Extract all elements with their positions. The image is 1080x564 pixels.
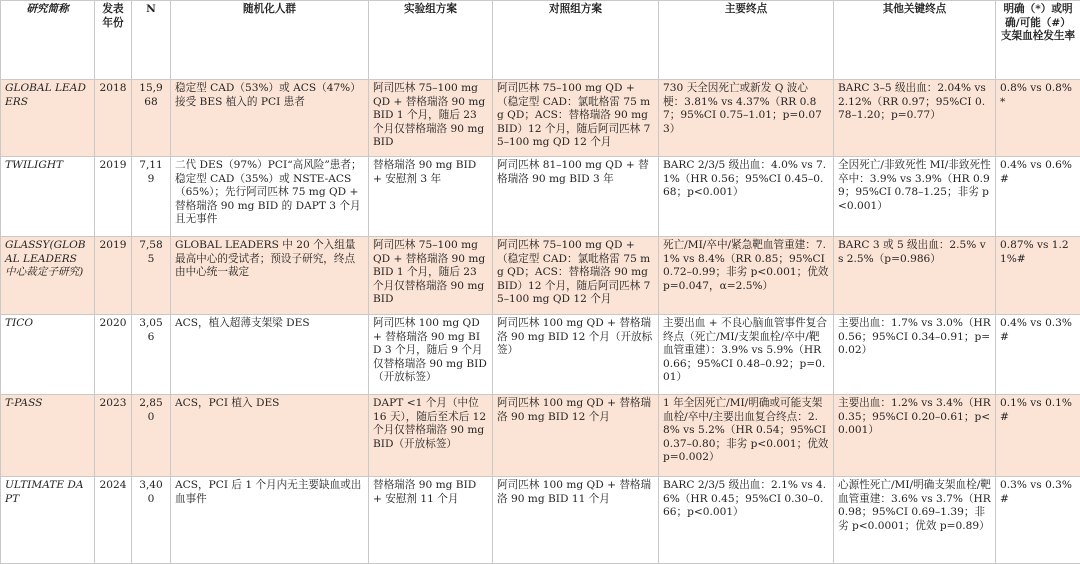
header-experimental: 实验组方案 bbox=[369, 1, 493, 80]
population: ACS，PCI 植入 DES bbox=[171, 395, 369, 477]
control-regimen: 阿司匹林 75–100 mg QD +（稳定型 CAD：氯吡格雷 75 mg QD；ACS：替格瑞洛 90 mg BID）12 个月，随后阿司匹林 75–100 mg QD 12 个月 bbox=[493, 80, 659, 157]
other-endpoints: 心源性死亡/MI/明确支架血栓/靶血管重建：3.6% vs 3.7%（HR 0.98；95%CI 0.69–1.39；非劣 p<0.0001；优效 p=0.89） bbox=[834, 477, 996, 564]
primary-endpoint: 730 天全因死亡或新发 Q 波心梗：3.81% vs 4.37%（RR 0.87；95%CI 0.75–1.01；p=0.073） bbox=[659, 80, 834, 157]
experimental-regimen: 阿司匹林 75–100 mg QD + 替格瑞洛 90 mg BID 1 个月，随后 23 个月仅替格瑞洛 90 mg BID bbox=[369, 237, 493, 315]
population: 稳定型 CAD（53%）或 ACS（47%）接受 BES 植入的 PCI 患者 bbox=[171, 80, 369, 157]
study-name: ULTIMATE DAPT bbox=[1, 477, 95, 564]
table-row bbox=[1, 315, 1080, 395]
table-row bbox=[1, 477, 1080, 564]
stent-thrombosis-rate: 0.8% vs 0.8%* bbox=[996, 80, 1080, 157]
year: 2018 bbox=[95, 80, 132, 157]
stent-thrombosis-rate: 0.87% vs 1.21%# bbox=[996, 237, 1080, 315]
other-endpoints: 全因死亡/非致死性 MI/非致死性卒中：3.9% vs 3.9%（HR 0.99；95%CI 0.78–1.25；非劣 p<0.001） bbox=[834, 157, 996, 237]
sample-size: 7,119 bbox=[132, 157, 171, 237]
year: 2019 bbox=[95, 237, 132, 315]
header-year: 发表年份 bbox=[95, 1, 132, 80]
table-row bbox=[1, 80, 1080, 157]
year: 2024 bbox=[95, 477, 132, 564]
primary-endpoint: BARC 2/3/5 级出血：2.1% vs 4.6%（HR 0.45；95%CI 0.30–0.66；p<0.001） bbox=[659, 477, 834, 564]
year: 2023 bbox=[95, 395, 132, 477]
primary-endpoint: 主要出血 + 不良心脑血管事件复合终点（死亡/MI/支架血栓/卒中/靶血管重建）：3.9% vs 5.9%（HR 0.66；95%CI 0.48–0.92；p=0.01） bbox=[659, 315, 834, 395]
year: 2020 bbox=[95, 315, 132, 395]
header-row bbox=[1, 1, 1080, 80]
experimental-regimen: 阿司匹林 75–100 mg QD + 替格瑞洛 90 mg BID 1 个月，随后 23 个月仅替格瑞洛 90 mg BID bbox=[369, 80, 493, 157]
stent-thrombosis-rate: 0.3% vs 0.3%# bbox=[996, 477, 1080, 564]
sample-size: 7,585 bbox=[132, 237, 171, 315]
study-name: TWILIGHT bbox=[1, 157, 95, 237]
primary-endpoint: 死亡/MI/卒中/紧急靶血管重建：7.1% vs 8.4%（RR 0.85；95%CI 0.72–0.99；非劣 p<0.001；优效 p=0.047，α=2.5%） bbox=[659, 237, 834, 315]
stent-thrombosis-rate: 0.1% vs 0.1%# bbox=[996, 395, 1080, 477]
sample-size: 3,056 bbox=[132, 315, 171, 395]
population: ACS，PCI 后 1 个月内无主要缺血或出血事件 bbox=[171, 477, 369, 564]
year: 2019 bbox=[95, 157, 132, 237]
experimental-regimen: DAPT <1 个月（中位 16 天），随后至术后 12 个月仅替格瑞洛 90 mg BID（开放标签） bbox=[369, 395, 493, 477]
primary-endpoint: BARC 2/3/5 级出血：4.0% vs 7.1%（HR 0.56；95%CI 0.45–0.68；p<0.001） bbox=[659, 157, 834, 237]
other-endpoints: 主要出血：1.2% vs 3.4%（HR 0.35；95%CI 0.20–0.61；p<0.001） bbox=[834, 395, 996, 477]
header-stent-thrombosis: 明确（*）或明确/可能（#）支架血栓发生率 bbox=[996, 1, 1080, 80]
control-regimen: 阿司匹林 100 mg QD + 替格瑞洛 90 mg BID 12 个月 bbox=[493, 395, 659, 477]
population: GLOBAL LEADERS 中 20 个入组量最高中心的受试者；预设子研究，终点由中心统一裁定 bbox=[171, 237, 369, 315]
stent-thrombosis-rate: 0.4% vs 0.6%# bbox=[996, 157, 1080, 237]
other-endpoints: BARC 3 或 5 级出血：2.5% vs 2.5%（p=0.986） bbox=[834, 237, 996, 315]
population: ACS，植入超薄支架梁 DES bbox=[171, 315, 369, 395]
primary-endpoint: 1 年全因死亡/MI/明确或可能支架血栓/卒中/主要出血复合终点：2.8% vs 5.2%（HR 0.54；95%CI 0.37–0.80；非劣 p<0.001；优效 p=0.002） bbox=[659, 395, 834, 477]
header-n: N bbox=[132, 1, 171, 80]
control-regimen: 阿司匹林 100 mg QD + 替格瑞洛 90 mg BID 12 个月（开放标签） bbox=[493, 315, 659, 395]
control-regimen: 阿司匹林 75–100 mg QD +（稳定型 CAD：氯吡格雷 75 mg QD；ACS：替格瑞洛 90 mg BID）12 个月，随后阿司匹林 75–100 mg QD 12 个月 bbox=[493, 237, 659, 315]
header-primary-endpoint: 主要终点 bbox=[659, 1, 834, 80]
header-other-endpoints: 其他关键终点 bbox=[834, 1, 996, 80]
study-name: TICO bbox=[1, 315, 95, 395]
header-population: 随机化人群 bbox=[171, 1, 369, 80]
control-regimen: 阿司匹林 81–100 mg QD + 替格瑞洛 90 mg BID 3 年 bbox=[493, 157, 659, 237]
sample-size: 3,400 bbox=[132, 477, 171, 564]
experimental-regimen: 替格瑞洛 90 mg BID + 安慰剂 3 年 bbox=[369, 157, 493, 237]
header-control: 对照组方案 bbox=[493, 1, 659, 80]
experimental-regimen: 替格瑞洛 90 mg BID + 安慰剂 11 个月 bbox=[369, 477, 493, 564]
study-name: GLOBAL LEADERS bbox=[1, 80, 95, 157]
study-name: GLASSY(GLOBAL LEADERS 中心裁定子研究) bbox=[1, 237, 95, 315]
sample-size: 15,968 bbox=[132, 80, 171, 157]
other-endpoints: 主要出血：1.7% vs 3.0%（HR 0.56；95%CI 0.34–0.91；p=0.02） bbox=[834, 315, 996, 395]
control-regimen: 阿司匹林 100 mg QD + 替格瑞洛 90 mg BID 11 个月 bbox=[493, 477, 659, 564]
study-name: T-PASS bbox=[1, 395, 95, 477]
experimental-regimen: 阿司匹林 100 mg QD + 替格瑞洛 90 mg BID 3 个月，随后 9 个月仅替格瑞洛 90 mg BID（开放标签） bbox=[369, 315, 493, 395]
population: 二代 DES（97%）PCI“高风险”患者；稳定型 CAD（35%）或 NSTE-ACS（65%）；先行阿司匹林 75 mg QD + 替格瑞洛 90 mg BID 的 DAPT 3 个月且无事件 bbox=[171, 157, 369, 237]
other-endpoints: BARC 3–5 级出血：2.04% vs 2.12%（RR 0.97；95%CI 0.78–1.20；p=0.77） bbox=[834, 80, 996, 157]
stent-thrombosis-rate: 0.4% vs 0.3%# bbox=[996, 315, 1080, 395]
table-row bbox=[1, 395, 1080, 477]
header-study: 研究简称 bbox=[1, 1, 95, 80]
table-row bbox=[1, 237, 1080, 315]
table-row bbox=[1, 157, 1080, 237]
sample-size: 2,850 bbox=[132, 395, 171, 477]
